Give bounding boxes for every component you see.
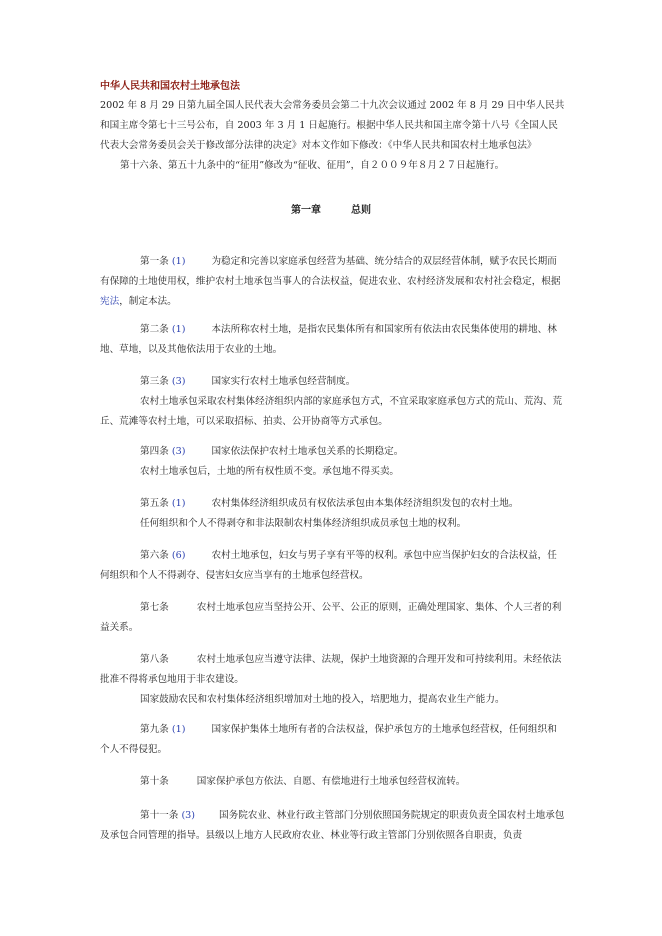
article-number: 第四条 xyxy=(140,446,169,457)
article-4 xyxy=(100,442,566,482)
article-number: 第一条 xyxy=(140,256,169,267)
article-text-extra: 农村土地承包后，土地的所有权性质不变。承包地不得买卖。 xyxy=(140,466,400,477)
article-number: 第三条 xyxy=(140,376,169,387)
footnote-ref[interactable]: (1) xyxy=(171,256,186,267)
article-text-extra: 任何组织和个人不得剥夺和非法限制农村集体经济组织成员承包土地的权利。 xyxy=(140,518,467,529)
article-number: 第六条 xyxy=(140,550,169,561)
article-5 xyxy=(100,494,566,534)
document-title: 中华人民共和国农村土地承包法 xyxy=(100,81,240,92)
article-number: 第七条 xyxy=(140,602,169,613)
article-number: 第八条 xyxy=(140,654,169,665)
chapter-heading xyxy=(0,202,662,220)
article-text: 国务院农业、林业行政主管部门分别依照国务院规定的职责负责全国农村土地承包及承包合同管理的指导。县级以上地方人民政府农业、林业等行政主管部门分别依照各自职责，负责 xyxy=(100,810,565,841)
chapter-number: 第一章 xyxy=(291,205,321,216)
footnote-ref[interactable]: (1) xyxy=(171,324,186,335)
article-text: 农村集体经济组织成员有权依法承包由本集体经济组织发包的农村土地。 xyxy=(211,498,519,509)
article-text-end: ，制定本法。 xyxy=(119,296,177,307)
article-number: 第九条 xyxy=(140,724,169,735)
article-text: 农村土地承包应当坚持公开、公平、公正的原则，正确处理国家、集体、个人三者的利益关系。 xyxy=(100,602,562,633)
chapter-name: 总则 xyxy=(351,205,371,216)
footnote-ref[interactable]: (6) xyxy=(171,550,186,561)
article-number: 第十条 xyxy=(140,776,169,787)
article-number: 第五条 xyxy=(140,498,169,509)
footnote-ref[interactable]: (3) xyxy=(171,446,186,457)
article-8 xyxy=(100,650,566,710)
footnote-ref[interactable]: (3) xyxy=(171,376,186,387)
article-3 xyxy=(100,372,566,432)
article-6 xyxy=(100,546,566,586)
article-9 xyxy=(100,720,566,760)
article-text-extra: 国家鼓励农民和农村集体经济组织增加对土地的投入，培肥地力，提高农业生产能力。 xyxy=(140,694,505,705)
article-text: 国家实行农村土地承包经营制度。 xyxy=(211,376,356,387)
article-number: 第十一条 xyxy=(140,810,179,821)
article-10 xyxy=(100,772,566,792)
article-text: 农村土地承包，妇女与男子享有平等的权利。承包中应当保护妇女的合法权益，任何组织和个人不得剥夺、侵害妇女应当享有的土地承包经营权。 xyxy=(100,550,557,581)
preamble-paragraph xyxy=(100,96,566,176)
article-text: 本法所称农村土地，是指农民集体所有和国家所有依法由农民集体使用的耕地、林地、草地，以及其他依法用于农业的土地。 xyxy=(100,324,557,355)
footnote-ref[interactable]: (1) xyxy=(171,724,186,735)
article-7 xyxy=(100,598,566,638)
article-number: 第二条 xyxy=(140,324,169,335)
article-text-extra: 农村土地承包采取农村集体经济组织内部的家庭承包方式，不宜采取家庭承包方式的荒山、荒沟、荒丘、荒滩等农村土地，可以采取招标、拍卖、公开协商等方式承包。 xyxy=(100,396,563,427)
article-text: 国家保护承包方依法、自愿、有偿地进行土地承包经营权流转。 xyxy=(196,776,466,787)
article-text: 农村土地承包应当遵守法律、法规，保护土地资源的合理开发和可持续利用。未经依法批准不得将承包地用于非农建设。 xyxy=(100,654,562,685)
preamble-text: 2002 年 8 月 29 日第九届全国人民代表大会常务委员会第二十九次会议通过 2002 年 8 月 29 日中华人民共和国主席令第七十三号公布，自 2003 年 3 月 1 日起施行。根据中华人民共和国主席令第十八号《全国人民代表大会常务委员会关于修改部分法律的决定》对本文作如下修改：《中华人民共和国农村土地承包法》 xyxy=(100,100,565,151)
article-1 xyxy=(100,252,566,312)
article-text: 国家保护集体土地所有者的合法权益，保护承包方的土地承包经营权，任何组织和个人不得侵犯。 xyxy=(100,724,557,755)
constitution-link[interactable]: 宪法 xyxy=(100,296,120,307)
footnote-ref[interactable]: (1) xyxy=(171,498,186,509)
article-2 xyxy=(100,320,566,360)
preamble-line2: 第十六条、第五十九条中的“征用”修改为“征收、征用”，自２００９年８月２７日起施行。 xyxy=(120,160,505,171)
article-text: 国家依法保护农村土地承包关系的长期稳定。 xyxy=(211,446,404,457)
footnote-ref[interactable]: (3) xyxy=(181,810,196,821)
article-text: 为稳定和完善以家庭承包经营为基础、统分结合的双层经营体制，赋予农民长期而有保障的土地使用权，维护农村土地承包当事人的合法权益，促进农业、农村经济发展和农村社会稳定，根据 xyxy=(100,256,561,287)
article-11 xyxy=(100,806,566,846)
